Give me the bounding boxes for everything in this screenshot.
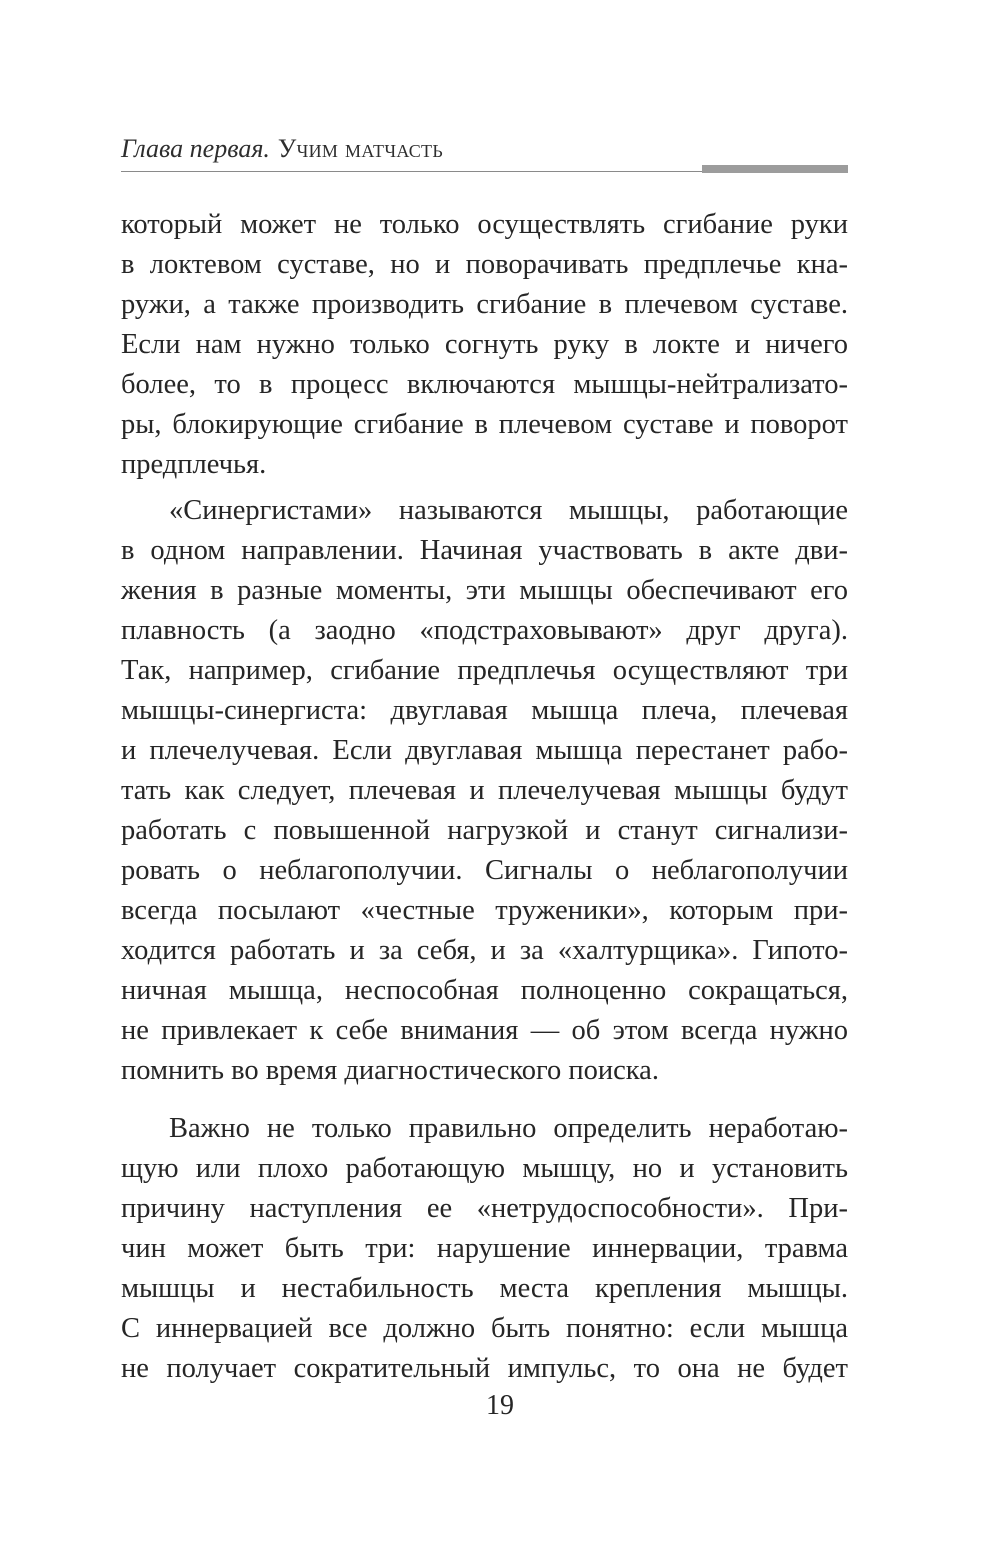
text-line: в локтевом суставе, но и поворачивать предплечье кна-: [121, 249, 848, 280]
chapter-name: Учим матчасть: [277, 134, 443, 163]
header-rule-accent: [702, 165, 848, 173]
text-line: всегда посылают «честные труженики», которым при-: [121, 895, 848, 926]
chapter-label: Глава первая.: [121, 134, 270, 163]
text-line: «Синергистами» называются мышцы, работающие: [169, 495, 848, 526]
text-line: Так, например, сгибание предплечья осуществляют три: [121, 655, 848, 686]
text-line: ружи, а также производить сгибание в плечевом суставе.: [121, 289, 848, 320]
text-line: мышцы и нестабильность места крепления мышцы.: [121, 1273, 848, 1304]
text-line: тать как следует, плечевая и плечелучевая мышцы будут: [121, 775, 848, 806]
text-line: жения в разные моменты, эти мышцы обеспечивают его: [121, 575, 848, 606]
text-line: помнить во время диагностического поиска.: [121, 1055, 659, 1086]
text-line: ходится работать и за себя, и за «халтурщика». Гипото-: [121, 935, 848, 966]
text-line: мышцы-синергиста: двуглавая мышца плеча, плечевая: [121, 695, 848, 726]
text-line: ровать о неблагополучии. Сигналы о неблагополучии: [121, 855, 848, 886]
text-line: причину наступления ее «нетрудоспособности». При-: [121, 1193, 848, 1224]
text-line: ры, блокирующие сгибание в плечевом суставе и поворот: [121, 409, 848, 440]
body-text: [121, 205, 848, 1389]
text-line: С иннервацией все должно быть понятно: если мышца: [121, 1313, 848, 1344]
page-number: 19: [486, 1390, 514, 1421]
text-line: более, то в процесс включаются мышцы-нейтрализато-: [121, 369, 848, 400]
paragraph-2: [121, 491, 848, 1091]
text-line: предплечья.: [121, 449, 267, 480]
text-line: чин может быть три: нарушение иннервации, травма: [121, 1233, 848, 1264]
text-line: не привлекает к себе внимания — об этом всегда нужно: [121, 1015, 848, 1046]
text-line: не получает сократительный импульс, то она не будет: [121, 1353, 848, 1384]
paragraph-3: [121, 1109, 848, 1389]
text-line: Если нам нужно только согнуть руку в локте и ничего: [121, 329, 848, 360]
text-line: и плечелучевая. Если двуглавая мышца перестанет рабо-: [121, 735, 848, 766]
running-header: [121, 128, 848, 178]
text-line: Важно не только правильно определить неработаю-: [169, 1113, 848, 1144]
text-line: работать с повышенной нагрузкой и станут сигнализи-: [121, 815, 848, 846]
text-line: щую или плохо работающую мышцу, но и установить: [121, 1153, 848, 1184]
running-header-title: [121, 130, 443, 168]
text-line: в одном направлении. Начиная участвовать в акте дви-: [121, 535, 848, 566]
text-line: который может не только осуществлять сгибание руки: [121, 209, 848, 240]
text-line: ничная мышца, неспособная полноценно сокращаться,: [121, 975, 848, 1006]
paragraph-1: [121, 205, 848, 485]
text-line: плавность (а заодно «подстраховывают» друг друга).: [121, 615, 848, 646]
